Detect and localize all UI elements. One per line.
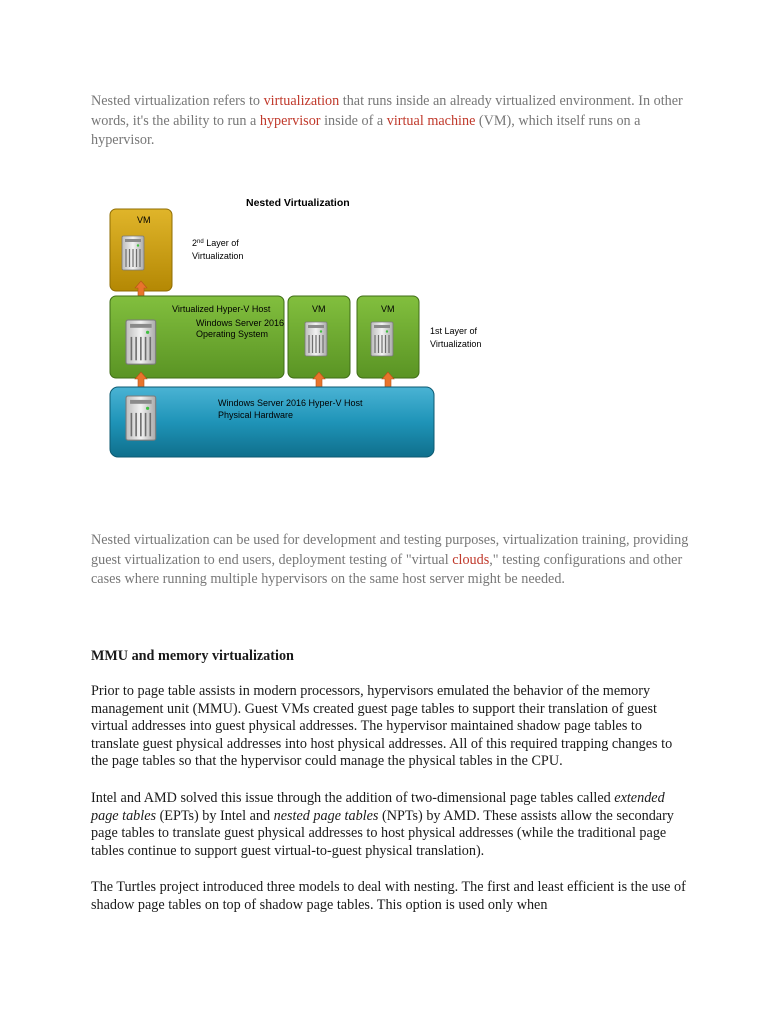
intro-paragraph: [91, 92, 691, 151]
section-heading: MMU and memory virtualization: [91, 648, 294, 664]
physical-host-line2: Physical Hardware: [218, 410, 294, 420]
intro-text-3: inside of a: [320, 112, 387, 129]
vm-1-label: VM: [312, 304, 326, 314]
uses-paragraph: [91, 531, 691, 590]
uses-text-1: Nested virtualization can be used for development and testing purposes, virtualization training, providing guest virtualization to end users, deployment testing of "virtual: [91, 532, 689, 568]
intro-text-4: (VM), which itself runs on a hypervisor.: [91, 112, 641, 148]
link-virtual-machine[interactable]: virtual machine: [386, 112, 476, 129]
term-extended-page-tables: extended page tables: [91, 790, 665, 824]
hyperv-host-line3: Operating System: [196, 329, 269, 339]
link-virtualization[interactable]: virtualization: [263, 93, 340, 109]
nested-vm-server-icon: [122, 236, 144, 270]
nested-virtualization-diagram: [108, 190, 488, 462]
vm-2-label: VM: [381, 304, 395, 314]
layer2-label-line1: 2nd Layer of: [192, 238, 239, 248]
mmu-paragraph-3: The Turtles project introduced three models to deal with nesting. The first and least efficient is the use of shadow page tables on top of shadow page tables. This option is used only when: [91, 879, 686, 913]
uses-text-2: ," testing configurations and other cases where running multiple hypervisors on the same host server might be needed.: [91, 551, 683, 587]
hyperv-host-line2: Windows Server 2016: [196, 318, 285, 328]
physical-host-line1: Windows Server 2016 Hyper-V Host: [218, 398, 363, 408]
nested-vm-label: VM: [137, 215, 151, 225]
hyperv-host-server-icon: [126, 320, 156, 364]
physical-host-server-icon: [126, 396, 156, 440]
link-clouds[interactable]: clouds: [452, 551, 490, 568]
intro-text-2: that runs inside an already virtualized environment. In other words, it's the ability to run a: [91, 93, 683, 129]
term-nested-page-tables: nested page tables: [273, 807, 379, 824]
vm-2-server-icon: [371, 322, 393, 356]
intro-text-1: Nested virtualization refers to: [91, 93, 264, 109]
link-hypervisor[interactable]: hypervisor: [259, 112, 321, 129]
layer2-label-line2: Virtualization: [192, 251, 244, 261]
layer1-label-line1: 1st Layer of: [430, 326, 478, 336]
mmu-paragraph-1: Prior to page table assists in modern processors, hypervisors emulated the behavior of the memory management unit (MMU). Guest VMs created guest page tables to support their translation of guest virtual addresses into guest physical addresses. The hypervisor maintained shadow page tables to translate guest physical addresses into host physical addresses. All of this required trapping changes to the page tables so that the hypervisor could manage the physical tables in the CPU.: [91, 683, 673, 770]
layer1-label-line2: Virtualization: [430, 339, 482, 349]
hyperv-host-line1: Virtualized Hyper-V Host: [172, 304, 271, 314]
diagram-title: Nested Virtualization: [246, 197, 350, 209]
mmu-paragraph-2: Intel and AMD solved this issue through the addition of two-dimensional page tables called extended page tables (EPTs) by Intel and nested page tables (NPTs) by AMD. These assists allow the secondary page tables to translate guest physical addresses to host physical addresses (while the traditional page tables continue to support guest virtual-to-guest physical translation).: [91, 790, 674, 859]
vm-1-server-icon: [305, 322, 327, 356]
